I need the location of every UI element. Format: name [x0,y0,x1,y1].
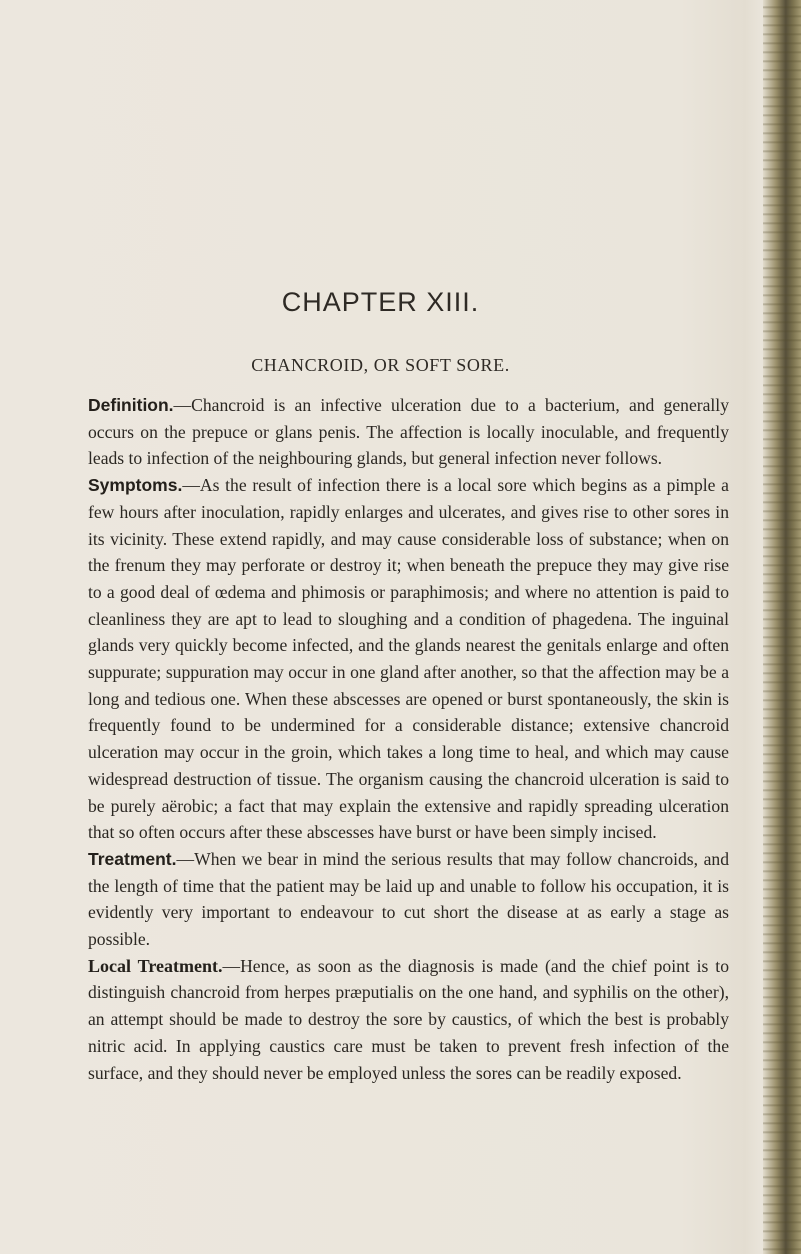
paragraph-treatment [88,846,729,953]
text-symptoms: —As the result of infection there is a local sore which begins as a pimple a few hours after inoculation, rapidly enlarges and ulcerates, and gives rise to other sores in its vicinity. These extend rapidly, and may cause considerable loss of substance; when on the frenum they may perforate or destroy it; when beneath the prepuce they may give rise to a good deal of œdema and phimosis or paraphimosis; and where no attention is paid to cleanliness they are apt to lead to sloughing and a condition of phagedena. The inguinal glands very quickly become infected, and the glands nearest the genitals enlarge and often suppurate; suppuration may occur in one gland after another, so that the affection may be a long and tedious one. When these abscesses are opened or burst spontaneously, the skin is frequently found to be undermined for a considerable distance; extensive chancroid ulceration may occur in the groin, which takes a long time to heal, and which may cause widespread destruction of tissue. The organism causing the chancroid ulceration is said to be purely aërobic; a fact that may explain the extensive and rapidly spreading ulceration that so often occurs after these abscesses have burst or have been simply incised. [88,475,729,843]
heading-definition: Definition. [88,395,174,415]
chapter-subtitle: CHANCROID, OR SOFT SORE. [251,355,510,375]
body-text [88,392,729,1086]
text-treatment: —When we bear in mind the serious results that may follow chancroids, and the length of time that the patient may be laid up and unable to follow his occupation, it is evidently very important to endeavour to cut short the disease at as early a stage as possible. [88,848,729,950]
text-definition: —Chancroid is an infective ulceration due to a bacterium, and generally occurs on the prepuce or glans penis. The affection is locally inoculable, and frequently leads to infection of the neighbouring glands, but general infection never follows. [88,395,729,469]
paragraph-local-treatment [88,953,729,1087]
chapter-title: CHAPTER XIII. [281,287,480,317]
paragraph-definition [88,392,729,472]
text-local-treatment: —Hence, as soon as the diagnosis is made (and the chief point is to distinguish chancroid from herpes præputialis on the one hand, and syphilis on the other), an attempt should be made to destroy the sore by caustics, of which the best is probably nitric acid. In applying caustics care must be taken to prevent fresh infection of the surface, and they should never be employed unless the sores can be readily exposed. [88,955,729,1083]
heading-treatment: Treatment. [88,848,177,869]
paragraph-symptoms [88,472,729,846]
page-edge [763,0,801,1254]
heading-local-treatment: Local Treatment. [88,955,223,976]
heading-symptoms: Symptoms. [88,475,183,496]
